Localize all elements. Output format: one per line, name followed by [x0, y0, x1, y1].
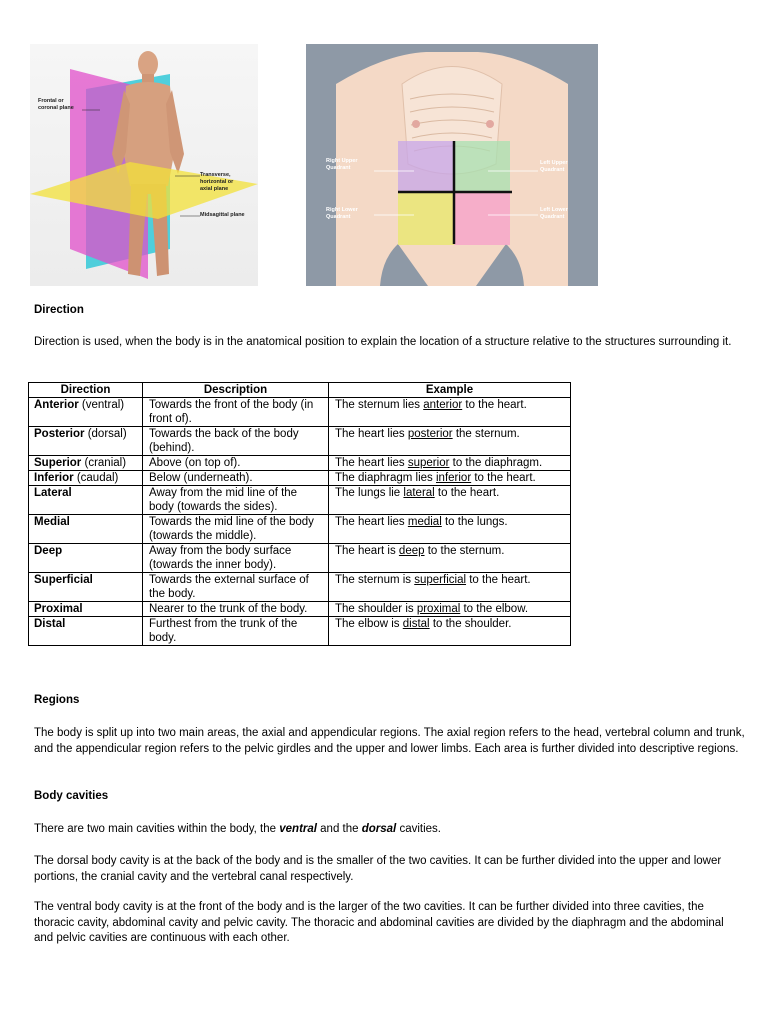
example-keyword: distal [402, 618, 430, 630]
right-lower-quadrant-label: Right Lower Quadrant [326, 207, 358, 220]
direction-term: Lateral [34, 487, 72, 499]
direction-cell [29, 471, 143, 486]
left-lower-quadrant-label: Left Lower Quadrant [540, 207, 568, 220]
direction-term: Distal [34, 618, 66, 630]
example-keyword: anterior [423, 399, 463, 411]
abdominal-quadrants-figure [306, 44, 598, 286]
example-keyword: posterior [407, 428, 453, 440]
description-cell: Away from the mid line of the body (towards the sides). [143, 486, 329, 515]
table-row [29, 573, 571, 602]
table-row [29, 515, 571, 544]
direction-cell [29, 602, 143, 617]
regions-heading: Regions [34, 694, 80, 706]
example-cell [329, 544, 571, 573]
example-cell [329, 471, 571, 486]
example-keyword: superficial [414, 574, 467, 586]
example-cell [329, 456, 571, 471]
example-text: to the shoulder. [429, 618, 512, 630]
description-cell: Below (underneath). [143, 471, 329, 486]
direction-term: Proximal [34, 603, 83, 615]
example-text: The heart is [335, 545, 399, 557]
example-text: The shoulder is [335, 603, 417, 615]
direction-qualifier: (dorsal) [84, 428, 127, 440]
direction-heading: Direction [34, 304, 84, 316]
example-text: The diaphragm lies [335, 472, 436, 484]
example-cell [329, 602, 571, 617]
example-text: The sternum is [335, 574, 415, 586]
example-text: to the heart. [462, 399, 527, 411]
table-body [29, 398, 571, 646]
direction-term: Deep [34, 545, 63, 557]
example-keyword: proximal [416, 603, 461, 615]
table-row [29, 427, 571, 456]
description-cell: Towards the mid line of the body (towards the middle). [143, 515, 329, 544]
description-cell: Furthest from the trunk of the body. [143, 617, 329, 646]
description-cell: Away from the body surface (towards the inner body). [143, 544, 329, 573]
table-row [29, 398, 571, 427]
header-example: Example [329, 383, 571, 398]
direction-cell [29, 486, 143, 515]
example-text: The lungs lie [335, 487, 404, 499]
header-description: Description [143, 383, 329, 398]
transverse-plane-label: Transverse, horizontal or axial plane [200, 172, 234, 192]
example-text: to the sternum. [424, 545, 505, 557]
cavities-intro-text: cavities. [396, 823, 441, 835]
example-keyword: deep [398, 545, 425, 557]
table-header-row [29, 383, 571, 398]
dorsal-term: dorsal [361, 823, 397, 835]
body-planes-figure [30, 44, 258, 286]
example-keyword: lateral [403, 487, 435, 499]
example-text: to the diaphragm. [449, 457, 543, 469]
direction-cell [29, 544, 143, 573]
example-cell [329, 617, 571, 646]
direction-cell [29, 398, 143, 427]
example-keyword: superior [407, 457, 450, 469]
example-cell [329, 573, 571, 602]
example-text: to the heart. [466, 574, 531, 586]
direction-term: Posterior [34, 428, 85, 440]
direction-cell [29, 427, 143, 456]
example-text: to the heart. [471, 472, 536, 484]
header-direction: Direction [29, 383, 143, 398]
table-row [29, 602, 571, 617]
direction-qualifier: (ventral) [78, 399, 125, 411]
example-cell [329, 515, 571, 544]
example-text: The sternum lies [335, 399, 424, 411]
right-upper-quadrant-label: Right Upper Quadrant [326, 158, 358, 171]
example-text: the sternum. [452, 428, 520, 440]
direction-cell [29, 515, 143, 544]
example-text: The heart lies [335, 457, 408, 469]
cavities-intro-text: There are two main cavities within the body, the [34, 823, 280, 835]
direction-cell [29, 573, 143, 602]
example-keyword: inferior [436, 472, 472, 484]
midsagittal-plane-label: Midsagittal plane [200, 212, 245, 218]
example-text: The heart lies [335, 516, 408, 528]
example-cell [329, 486, 571, 515]
direction-qualifier: (cranial) [81, 457, 127, 469]
left-upper-quadrant-label: Left Upper Quadrant [540, 160, 568, 173]
example-cell [329, 427, 571, 456]
description-cell: Towards the front of the body (in front of). [143, 398, 329, 427]
direction-term: Superior [34, 457, 82, 469]
direction-term: Inferior [34, 472, 74, 484]
cavities-heading: Body cavities [34, 790, 109, 802]
body-planes-illustration [30, 44, 258, 286]
description-cell: Towards the external surface of the body. [143, 573, 329, 602]
direction-cell [29, 617, 143, 646]
example-text: to the lungs. [441, 516, 508, 528]
example-cell [329, 398, 571, 427]
table-row [29, 544, 571, 573]
example-keyword: medial [407, 516, 442, 528]
table-row [29, 471, 571, 486]
direction-table [28, 382, 571, 646]
regions-body: The body is split up into two main areas, the axial and appendicular regions. The axial region refers to the head, vertebral column and trunk, and the appendicular region refers to the pelvic girdles and the upper and lower limbs. Each area is further divided into descriptive regions. [34, 727, 745, 755]
direction-term: Superficial [34, 574, 93, 586]
cavities-intro-text: and the [316, 823, 362, 835]
example-text: The elbow is [335, 618, 403, 630]
direction-intro: Direction is used, when the body is in the anatomical position to explain the location of a structure relative to the structures surrounding it. [34, 336, 732, 348]
direction-qualifier: (caudal) [73, 472, 119, 484]
ventral-cavity-paragraph: The ventral body cavity is at the front of the body and is the larger of the two cavities. It can be further divided into three cavities, the thoracic cavity, abdominal cavity and pelvic cavity. The thoracic and abdominal cavities are divided by the diaphragm and the abdominal and pelvic cavities are continuous with each other. [34, 901, 724, 944]
direction-cell [29, 456, 143, 471]
table-row [29, 617, 571, 646]
description-cell: Above (on top of). [143, 456, 329, 471]
description-cell: Nearer to the trunk of the body. [143, 602, 329, 617]
description-cell: Towards the back of the body (behind). [143, 427, 329, 456]
example-text: to the elbow. [460, 603, 529, 615]
direction-term: Medial [34, 516, 70, 528]
ventral-term: ventral [279, 823, 317, 835]
example-text: The heart lies [335, 428, 408, 440]
table-row [29, 456, 571, 471]
example-text: to the heart. [434, 487, 500, 499]
dorsal-cavity-paragraph: The dorsal body cavity is at the back of the body and is the smaller of the two cavities. It can be further divided into the upper and lower portions, the cranial cavity and the vertebral canal respectively. [34, 855, 722, 883]
table-row [29, 486, 571, 515]
cavities-intro [34, 822, 746, 838]
direction-term: Anterior [34, 399, 79, 411]
frontal-plane-label: Frontal or coronal plane [38, 98, 74, 111]
